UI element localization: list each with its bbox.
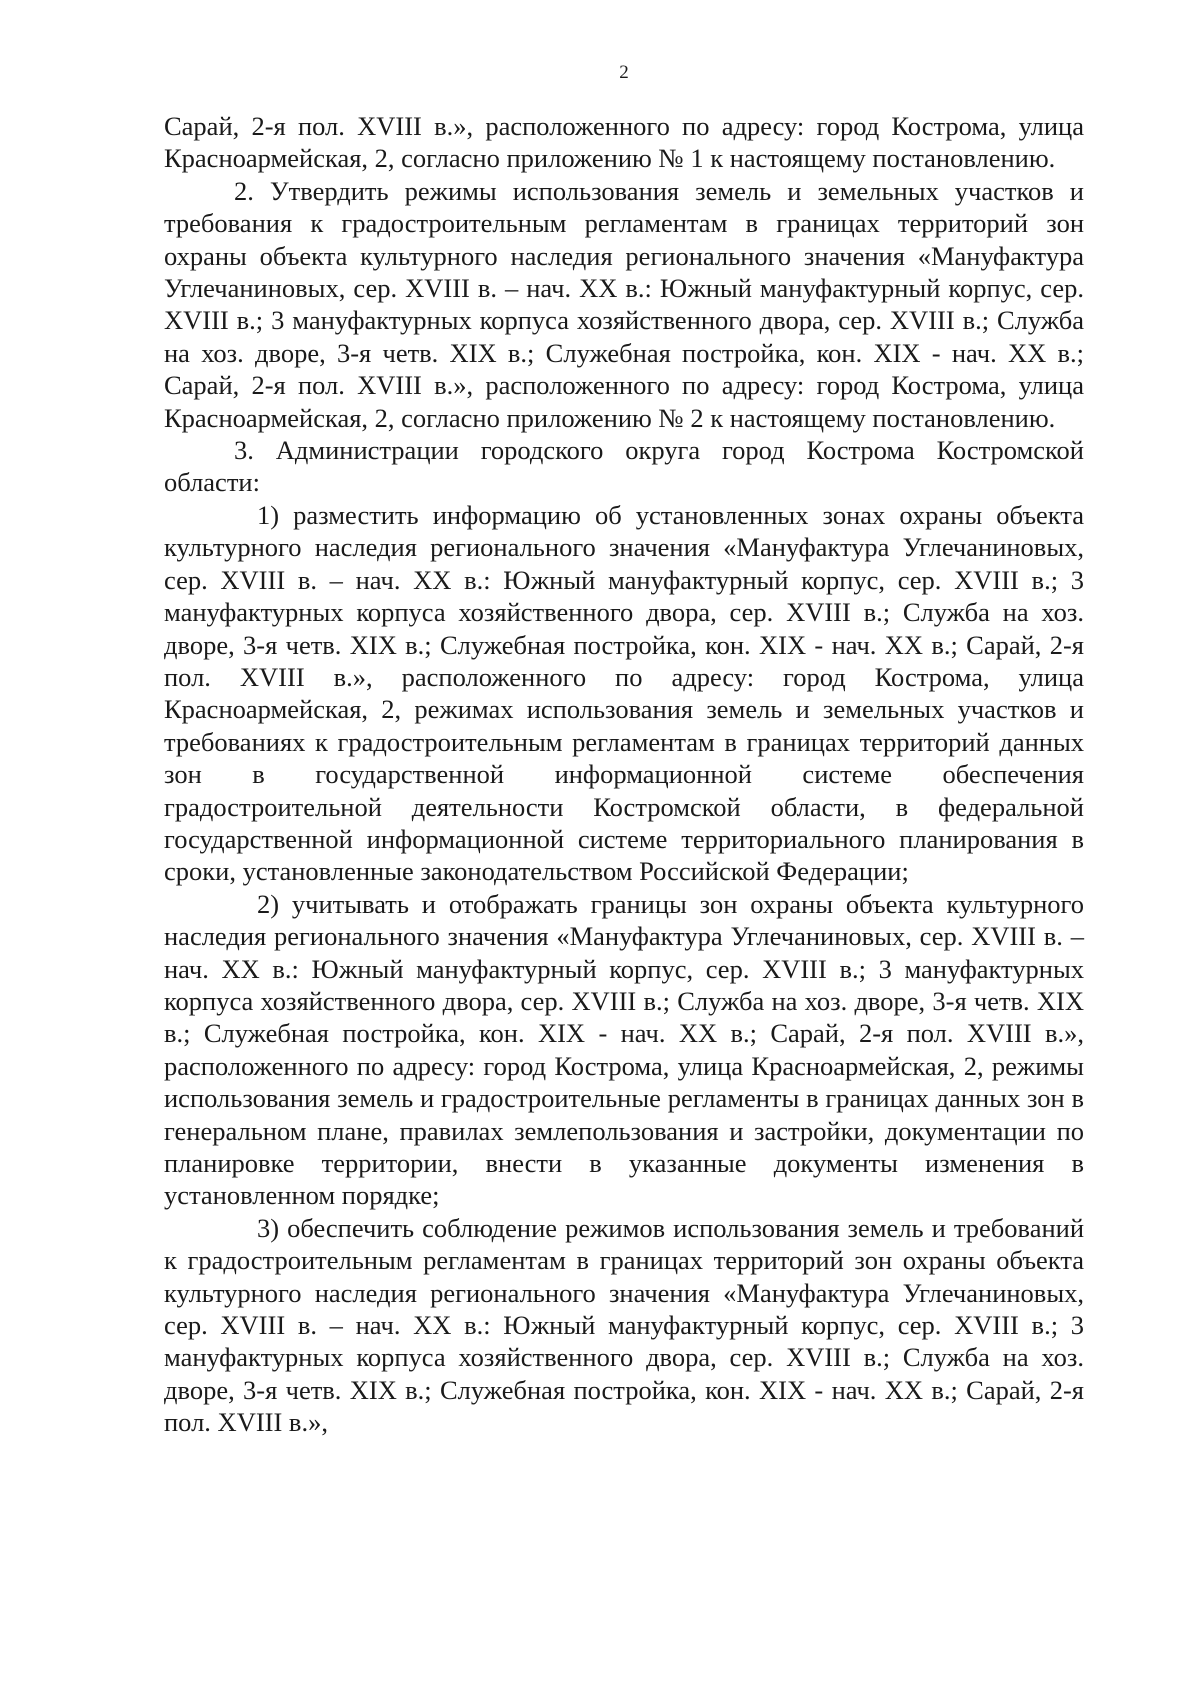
paragraph-continuation: Сарай, 2-я пол. XVIII в.», расположенного по адресу: город Кострома, улица Красноармейская, 2, согласно приложению № 1 к настоящему постановлению. <box>164 111 1084 174</box>
paragraph-subitem-3: 3) обеспечить соблюдение режимов использования земель и требований к градостроительным регламентам в границах территорий зон охраны объекта культурного наследия регионального значения «Мануфактура Углечаниновых, сер. XVIII в. – нач. XX в.: Южный мануфактурный корпус, сер. XVIII в.; 3 мануфактурных корпуса хозяйственного двора, сер. XVIII в.; Служба на хоз. дворе, 3-я четв. XIX в.; Служебная постройка, кон. XIX - нач. XX в.; Сарай, 2-я пол. XVIII в.», <box>164 1212 1084 1438</box>
document-body <box>164 110 1084 1439</box>
page-number: 2 <box>619 62 629 83</box>
paragraph-subitem-2: 2) учитывать и отображать границы зон охраны объекта культурного наследия регионального значения «Мануфактура Углечаниновых, сер. XVIII в. – нач. XX в.: Южный мануфактурный корпус, сер. XVIII в.; 3 мануфактурных корпуса хозяйственного двора, сер. XVIII в.; Служба на хоз. дворе, 3-я четв. XIX в.; Служебная постройка, кон. XIX - нач. XX в.; Сарай, 2-я пол. XVIII в.», расположенного по адресу: город Кострома, улица Красноармейская, 2, режимы использования земель и градостроительные регламенты в границах данных зон в генеральном плане, правилах землепользования и застройки, документации по планировке территории, внести в указанные документы изменения в установленном порядке; <box>164 888 1084 1211</box>
paragraph-item-2: 2. Утвердить режимы использования земель и земельных участков и требования к градостроительным регламентам в границах территорий зон охраны объекта культурного наследия регионального значения «Мануфактура Углечаниновых, сер. XVIII в. – нач. XX в.: Южный мануфактурный корпус, сер. XVIII в.; 3 мануфактурных корпуса хозяйственного двора, сер. XVIII в.; Служба на хоз. дворе, 3-я четв. XIX в.; Служебная постройка, кон. XIX - нач. XX в.; Сарай, 2-я пол. XVIII в.», расположенного по адресу: город Кострома, улица Красноармейская, 2, согласно приложению № 2 к настоящему постановлению. <box>164 175 1084 433</box>
paragraph-item-3: 3. Администрации городского округа город Кострома Костромской области: <box>164 435 1084 498</box>
paragraph-subitem-1: 1) разместить информацию об установленных зонах охраны объекта культурного наследия регионального значения «Мануфактура Углечаниновых, сер. XVIII в. – нач. XX в.: Южный мануфактурный корпус, сер. XVIII в.; 3 мануфактурных корпуса хозяйственного двора, сер. XVIII в.; Служба на хоз. дворе, 3-я четв. XIX в.; Служебная постройка, кон. XIX - нач. XX в.; Сарай, 2-я пол. XVIII в.», расположенного по адресу: город Кострома, улица Красноармейская, 2, режимах использования земель и земельных участков и требованиях к градостроительным регламентам в границах территорий данных зон в государственной информационной системе обеспечения градостроительной деятельности Костромской области, в федеральной государственной информационной системе территориального планирования в сроки, установленные законодательством Российской Федерации; <box>164 499 1084 887</box>
